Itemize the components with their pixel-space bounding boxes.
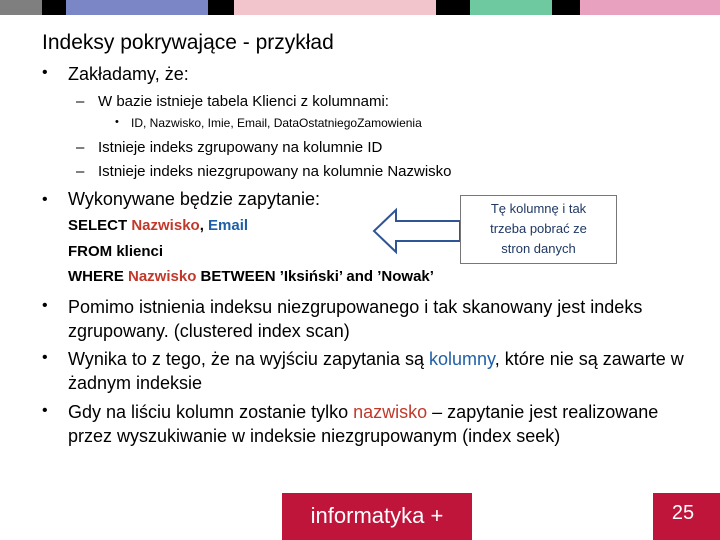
page-number-box xyxy=(653,493,720,540)
paragraph-text: , które nie są zawarte w żadnym indeksie xyxy=(68,349,684,393)
highlight-kolumny: kolumny xyxy=(429,349,495,369)
paragraph-clustered-scan: Pomimo istnienia indeksu niezgrupowanego i tak skanowany jest indeks zgrupowany. (clustered index scan) xyxy=(68,297,643,341)
sub-bullet-table: W bazie istnieje tabela Klienci z kolumnami: xyxy=(98,93,389,110)
sql-keyword: SELECT xyxy=(68,217,132,234)
color-segment xyxy=(208,0,234,15)
paragraph-index-seek xyxy=(68,400,698,448)
sql-from-line: FROM klienci xyxy=(68,243,164,260)
arrow-left-icon xyxy=(372,207,462,255)
sql-where-line xyxy=(68,268,434,285)
slide-title: Indeksy pokrywające - przykład xyxy=(42,31,334,54)
dash-marker: – xyxy=(76,163,85,180)
bullet-marker: • xyxy=(42,64,48,81)
footer-brand-box xyxy=(282,493,472,540)
color-segment xyxy=(234,0,436,15)
color-segment xyxy=(552,0,580,15)
footer-brand: informatyka + xyxy=(310,503,444,528)
bullet-assume: Zakładamy, że: xyxy=(68,64,189,84)
paragraph-text: – zapytanie jest realizowane przez wyszukiwanie w indeksie niezgrupowanym (index seek) xyxy=(68,402,659,446)
bullet-marker: • xyxy=(42,191,48,208)
dash-marker: – xyxy=(76,139,85,156)
color-segment xyxy=(0,0,42,15)
sql-column-nazwisko: Nazwisko xyxy=(131,217,200,234)
sql-select-line xyxy=(68,217,248,234)
color-segment xyxy=(42,0,66,15)
bullet-marker: • xyxy=(42,349,48,366)
sub-sub-bullet-columns: ID, Nazwisko, Imie, Email, DataOstatniegoZamowienia xyxy=(131,116,422,130)
sql-column-email: Email xyxy=(208,217,249,234)
page-number: 25 xyxy=(671,502,695,524)
sub-bullet-clustered: Istnieje indeks zgrupowany na kolumnie ID xyxy=(98,139,383,156)
sql-where-rest: BETWEEN ’Iksiński’ and ’Nowak’ xyxy=(196,268,434,285)
color-segment xyxy=(470,0,552,15)
paragraph-text: Gdy na liściu kolumn zostanie tylko xyxy=(68,402,354,422)
sql-where-column: Nazwisko xyxy=(128,268,197,285)
color-segment xyxy=(580,0,720,15)
paragraph-text: Wynika to z tego, że na wyjściu zapytania są xyxy=(68,349,430,369)
bullet-marker: • xyxy=(115,116,119,128)
sub-bullet-nonclustered: Istnieje indeks niezgrupowany na kolumnie Nazwisko xyxy=(98,163,452,180)
dash-marker: – xyxy=(76,93,85,110)
callout-box xyxy=(460,195,617,264)
bullet-query: Wykonywane będzie zapytanie: xyxy=(68,189,320,209)
sql-comma: , xyxy=(199,217,209,234)
top-color-bar xyxy=(0,0,720,15)
callout-line: Tę kolumnę i tak xyxy=(490,201,587,216)
bullet-marker: • xyxy=(42,402,48,419)
callout-line: trzeba pobrać ze xyxy=(490,221,587,236)
paragraph-columns xyxy=(68,347,698,395)
callout-line: stron danych xyxy=(501,241,576,256)
bullet-marker: • xyxy=(42,297,48,314)
sql-keyword: WHERE xyxy=(68,268,128,285)
color-segment xyxy=(66,0,208,15)
highlight-nazwisko: nazwisko xyxy=(353,402,428,422)
color-segment xyxy=(436,0,470,15)
